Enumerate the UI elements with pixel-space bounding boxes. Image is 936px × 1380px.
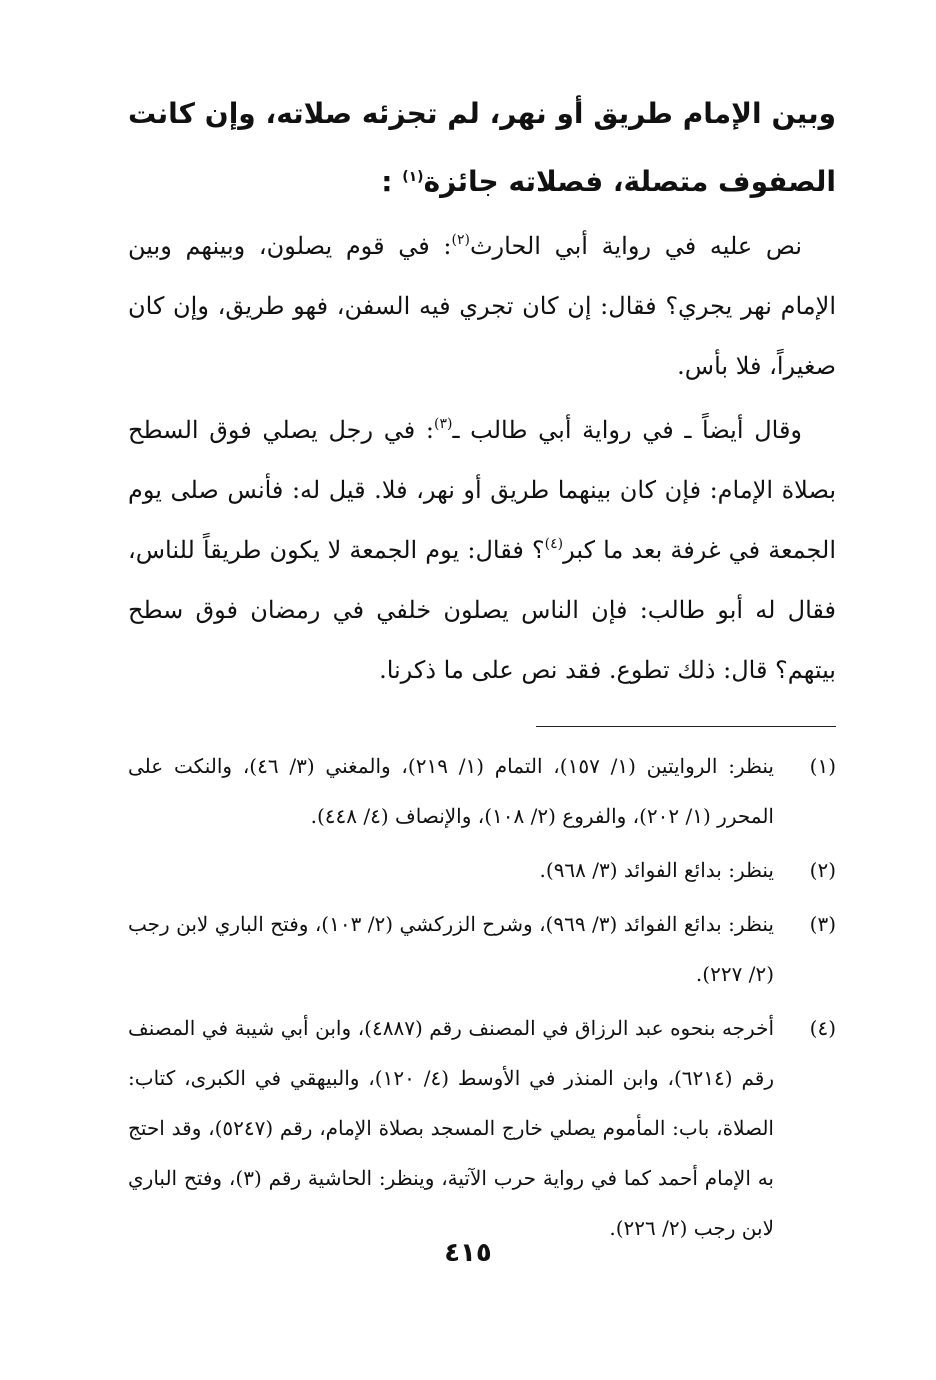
paragraph-2-part-3: ؟ فقال: يوم الجمعة لا يكون طريقاً للناس، فقال له أبو طالب: فإن الناس يصلون خلفي في رمضان فوق سطح بيتهم؟ قال: ذلك تطوع. فقد نص على ما ذكرنا. — [128, 536, 836, 684]
footnote-ref-4[interactable]: (٤) — [544, 536, 564, 552]
footnote-ref-3[interactable]: (٣) — [434, 416, 453, 432]
footnote-1-number: (١) — [809, 754, 836, 778]
footnote-1-text: ينظر: الروايتين (١/ ١٥٧)، التمام (١/ ٢١٩)، والمغني (٣/ ٤٦)، والنكت على المحرر (١/ ٢٠٢)، والفروع (٢/ ١٠٨)، والإنصاف (٤/ ٤٤٨). — [128, 754, 775, 828]
paragraph-2-part-1: وقال أيضاً ـ في رواية أبي طالب ـ — [452, 416, 803, 444]
footnote-4-text: أخرجه بنحوه عبد الرزاق في المصنف رقم (٤٨٨٧)، وابن أبي شيبة في المصنف رقم (٦٢١٤)، وابن المنذر في الأوسط (٤/ ١٢٠)، والبيهقي في الكبرى، كتاب: الصلاة، باب: المأموم يصلي خارج المسجد بصلاة الإمام، رقم (٥٢٤٧)، وقد احتج به الإمام أحمد كما في رواية حرب الآتية، وينظر: الحاشية رقم (٣)، وفتح الباري لابن رجب (٢/ ٢٢٦). — [128, 1016, 775, 1240]
footnote-separator — [536, 726, 836, 727]
footnote-2 — [128, 845, 836, 895]
paragraph-1-part-1: نص عليه في رواية أبي الحارث — [469, 232, 803, 260]
paragraph-2-part-2: : في رجل يصلي فوق السطح بصلاة الإمام: فإن كان بينهما طريق أو نهر، فلا. قيل له: فأنس صلى يوم الجمعة في غرفة بعد ما كبر — [128, 416, 837, 564]
footnote-3-text: ينظر: بدائع الفوائد (٣/ ٩٦٩)، وشرح الزركشي (٢/ ١٠٣)، وفتح الباري لابن رجب (٢/ ٢٢٧). — [128, 912, 774, 986]
footnote-2-text: ينظر: بدائع الفوائد (٣/ ٩٦٨). — [539, 858, 774, 882]
footnote-3-number: (٣) — [809, 912, 836, 936]
page-number: ٤١٥ — [444, 1238, 492, 1268]
heading-colon: : — [381, 165, 393, 198]
footnote-ref-1[interactable]: (١) — [402, 169, 424, 185]
footnote-ref-2[interactable]: (٢) — [451, 232, 470, 248]
footnote-1 — [128, 741, 836, 841]
footnote-separator-wrap — [128, 704, 836, 741]
paragraph-1 — [128, 216, 836, 396]
footnote-2-number: (٢) — [809, 858, 836, 882]
paragraph-2 — [128, 400, 836, 700]
footnote-4-number: (٤) — [809, 1016, 836, 1040]
heading-text: وبين الإمام طريق أو نهر، لم تجزئه صلاته، وإن كانت الصفوف متصلة، فصلاته جائزة — [128, 97, 836, 198]
paragraph-1-part-2: : في قوم يصلون، وبينهم وبين الإمام نهر يجري؟ فقال: إن كان تجري فيه السفن، فهو طريق، وإن كان صغيراً، فلا بأس. — [128, 232, 836, 380]
section-heading — [128, 80, 836, 216]
footnote-4 — [128, 1003, 836, 1253]
footnote-3 — [128, 899, 836, 999]
